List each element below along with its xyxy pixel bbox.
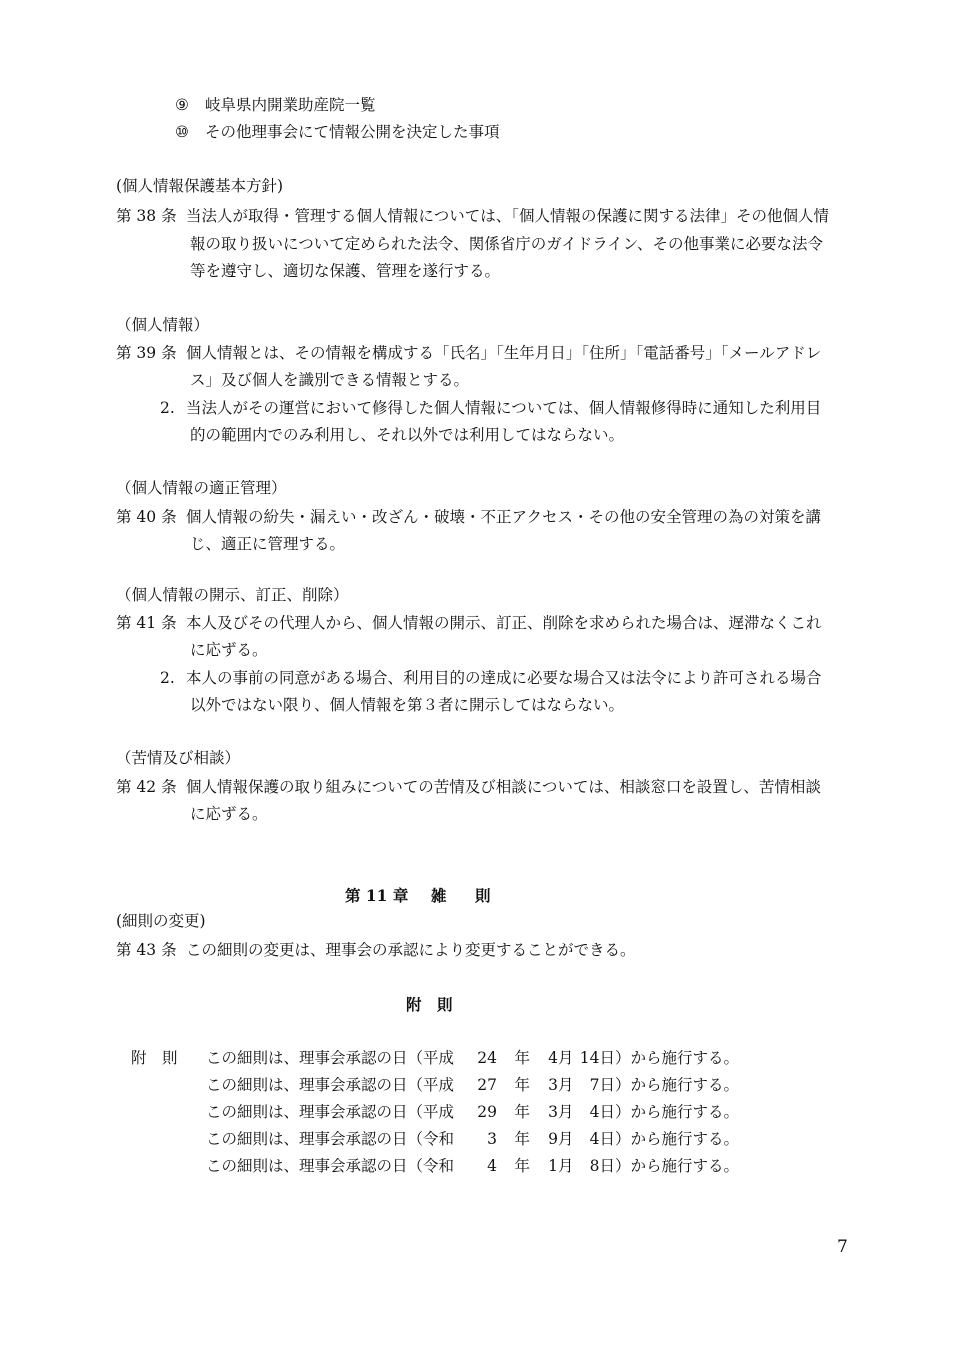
enforcement-tsuki: 月 xyxy=(558,1049,574,1067)
enforcement-year: 4 xyxy=(487,1157,498,1175)
enforcement-nen: 年 xyxy=(514,1157,531,1175)
chapter-title-char: 則 xyxy=(475,886,491,905)
enforcement-month: 1 xyxy=(548,1157,559,1175)
enforcement-month: 3 xyxy=(548,1076,559,1094)
list-item-text: 岐阜県内開業助産院一覧 xyxy=(205,96,376,114)
list-item-marker: ⑨ xyxy=(175,96,189,114)
enforcement-year: 27 xyxy=(477,1076,498,1094)
enforcement-nen: 年 xyxy=(514,1076,531,1094)
enforcement-day: 8 xyxy=(589,1157,600,1175)
list-item-text: その他理事会にて情報公開を決定した事項 xyxy=(205,123,500,141)
enforcement-tsuki: 月 xyxy=(558,1103,574,1121)
enforcement-row xyxy=(206,1074,739,1096)
enforcement-text: この細則は、理事会承認の日（平成 xyxy=(206,1103,455,1121)
enforcement-day: 4 xyxy=(589,1130,600,1148)
article-43-text: この細則の変更は、理事会の承認により変更することができる。 xyxy=(186,941,636,959)
article-42-line: 個人情報保護の取り組みについての苦情及び相談については、相談窓口を設置し、苦情相談 xyxy=(186,778,821,796)
article-41-line: 本人及びその代理人から、個人情報の開示、訂正、削除を求められた場合は、遅滞なくこれ xyxy=(186,614,822,632)
enforcement-row xyxy=(206,1101,739,1123)
enforcement-text: 日）から施行する。 xyxy=(599,1049,740,1067)
article-39-item2-line: 当法人がその運営において修得した個人情報については、個人情報修得時に通知した利用目 xyxy=(186,399,822,417)
enforcement-row xyxy=(206,1128,739,1150)
enforcement-nen: 年 xyxy=(514,1049,531,1067)
article-39-line: ス」及び個人を識別できる情報とする。 xyxy=(190,371,470,389)
article-41-line: に応ずる。 xyxy=(190,641,268,659)
article-41-item2-line: 本人の事前の同意がある場合、利用目的の達成に必要な場合又は法令により許可される場合 xyxy=(186,669,822,687)
enforcement-text: 日）から施行する。 xyxy=(599,1130,740,1148)
supplementary-title: 附 則 xyxy=(406,995,453,1014)
article-38-heading: (個人情報保護基本方針) xyxy=(116,177,284,195)
article-38-line: 報の取り扱いについて定められた法令、関係省庁のガイドライン、その他事業に必要な法令 xyxy=(190,235,824,253)
enforcement-month: 3 xyxy=(548,1103,559,1121)
enforcement-text: この細則は、理事会承認の日（令和 xyxy=(206,1157,455,1175)
article-38-line: 等を遵守し、適切な保護、管理を遂行する。 xyxy=(190,262,501,280)
enforcement-day: 14 xyxy=(579,1049,600,1067)
article-40-line: 個人情報の紛失・漏えい・改ざん・破壊・不正アクセス・その他の安全管理の為の対策を講 xyxy=(186,508,822,526)
article-41-label: 第 41 条 xyxy=(116,614,177,632)
article-39-item2-line: 的の範囲内でのみ利用し、それ以外では利用してはならない。 xyxy=(190,426,625,444)
enforcement-text: 日）から施行する。 xyxy=(599,1157,740,1175)
article-42-label: 第 42 条 xyxy=(116,778,177,796)
enforcement-tsuki: 月 xyxy=(558,1076,574,1094)
enforcement-nen: 年 xyxy=(514,1130,531,1148)
enforcement-year: 29 xyxy=(477,1103,498,1121)
chapter-title-char: 雑 xyxy=(431,886,447,905)
page-number: 7 xyxy=(837,1237,848,1257)
enforcement-tsuki: 月 xyxy=(558,1157,574,1175)
enforcement-text: この細則は、理事会承認の日（平成 xyxy=(206,1076,455,1094)
article-43-label: 第 43 条 xyxy=(116,941,177,959)
enforcement-row xyxy=(206,1155,739,1177)
article-42-heading: （苦情及び相談） xyxy=(116,749,241,767)
enforcement-day: 4 xyxy=(589,1103,600,1121)
enforcement-year: 24 xyxy=(477,1049,498,1067)
article-42-line: に応ずる。 xyxy=(190,805,268,823)
enforcement-year: 3 xyxy=(487,1130,498,1148)
article-40-line: じ、適正に管理する。 xyxy=(190,535,346,553)
enforcement-month: 9 xyxy=(548,1130,559,1148)
enforcement-month: 4 xyxy=(548,1049,559,1067)
supplementary-label: 附 xyxy=(131,1049,147,1067)
enforcement-text: 日）から施行する。 xyxy=(599,1076,740,1094)
article-38-label: 第 38 条 xyxy=(116,207,177,225)
enforcement-row xyxy=(206,1047,739,1069)
article-39-heading: （個人情報） xyxy=(116,316,210,334)
enforcement-text: この細則は、理事会承認の日（平成 xyxy=(206,1049,455,1067)
article-38-line: 当法人が取得・管理する個人情報については、「個人情報の保護に関する法律」その他個人情 xyxy=(186,207,829,225)
enforcement-text: この細則は、理事会承認の日（令和 xyxy=(206,1130,455,1148)
article-39-label: 第 39 条 xyxy=(116,344,177,362)
article-39-item2-number: 2. xyxy=(160,399,175,417)
article-40-heading: （個人情報の適正管理） xyxy=(116,479,287,497)
article-41-item2-number: 2. xyxy=(160,669,175,687)
article-39-line: 個人情報とは、その情報を構成する「氏名」「生年月日」「住所」「電話番号」「メールアドレ xyxy=(186,344,822,362)
chapter-number: 第 11 章 xyxy=(345,886,409,905)
enforcement-text: 日）から施行する。 xyxy=(599,1103,740,1121)
list-item-marker: ⑩ xyxy=(175,123,189,141)
article-41-item2-line: 以外ではない限り、個人情報を第３者に開示してはならない。 xyxy=(190,696,625,714)
enforcement-nen: 年 xyxy=(514,1103,531,1121)
enforcement-day: 7 xyxy=(589,1076,600,1094)
supplementary-label: 則 xyxy=(162,1049,178,1067)
article-40-label: 第 40 条 xyxy=(116,508,177,526)
article-43-heading: (細則の変更) xyxy=(116,912,206,930)
enforcement-tsuki: 月 xyxy=(558,1130,574,1148)
article-41-heading: （個人情報の開示、訂正、削除） xyxy=(116,586,349,604)
